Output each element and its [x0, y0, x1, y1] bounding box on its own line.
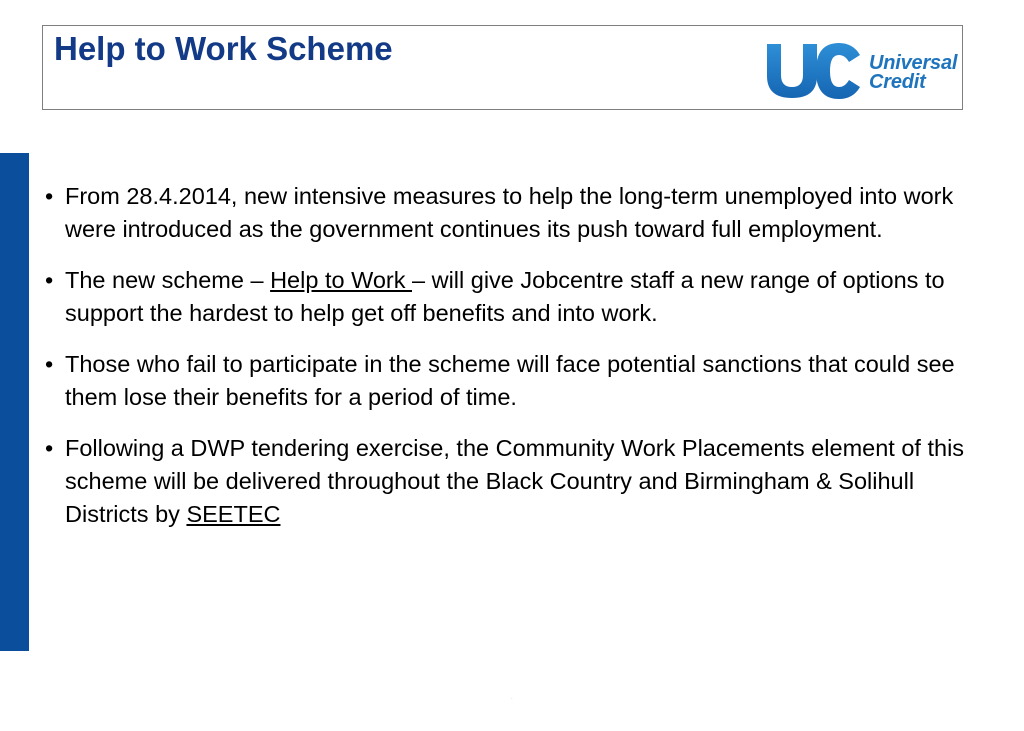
bullet-text: From 28.4.2014, new intensive measures to help the long-term unemployed into work were introduced as the government continues its push toward full employment. — [65, 183, 954, 242]
logo-word-universal: Universal — [869, 52, 958, 74]
bullet-icon: • — [45, 351, 54, 377]
bullet-text: Those who fail to participate in the scheme will face potential sanctions that could see them lose their benefits for a period of time. — [65, 351, 955, 410]
bullet-text: Following a DWP tendering exercise, the Community Work Placements element of this scheme will be delivered throughout the Black Country and Birmingham & Solihull Districts by — [65, 435, 965, 527]
help-to-work-link[interactable]: Help to Work — [270, 267, 412, 293]
bullet-item — [45, 264, 980, 330]
bullet-text: The new scheme – — [65, 267, 271, 293]
logo-word-credit: Credit — [869, 71, 926, 93]
bullet-item — [45, 180, 980, 246]
logo-wordmark — [869, 54, 957, 92]
bullet-list — [45, 180, 980, 549]
bullet-text: – will give Jobcentre staff a new range of options to support the hardest to help get off benefits and into work. — [65, 267, 945, 326]
seetec-link[interactable]: SEETEC — [186, 501, 281, 527]
uc-letter-u — [767, 44, 817, 98]
left-accent-bar — [0, 153, 29, 651]
footer-mark: . — [511, 695, 513, 701]
universal-credit-logo — [765, 41, 975, 101]
bullet-item — [45, 432, 980, 531]
bullet-icon: • — [45, 435, 54, 461]
uc-letter-c — [816, 43, 860, 99]
bullet-item — [45, 348, 980, 414]
bullet-icon: • — [45, 183, 54, 209]
page-title: Help to Work Scheme — [54, 30, 393, 67]
title-box — [42, 25, 963, 110]
bullet-icon: • — [45, 267, 54, 293]
uc-monogram-logo — [765, 41, 863, 101]
